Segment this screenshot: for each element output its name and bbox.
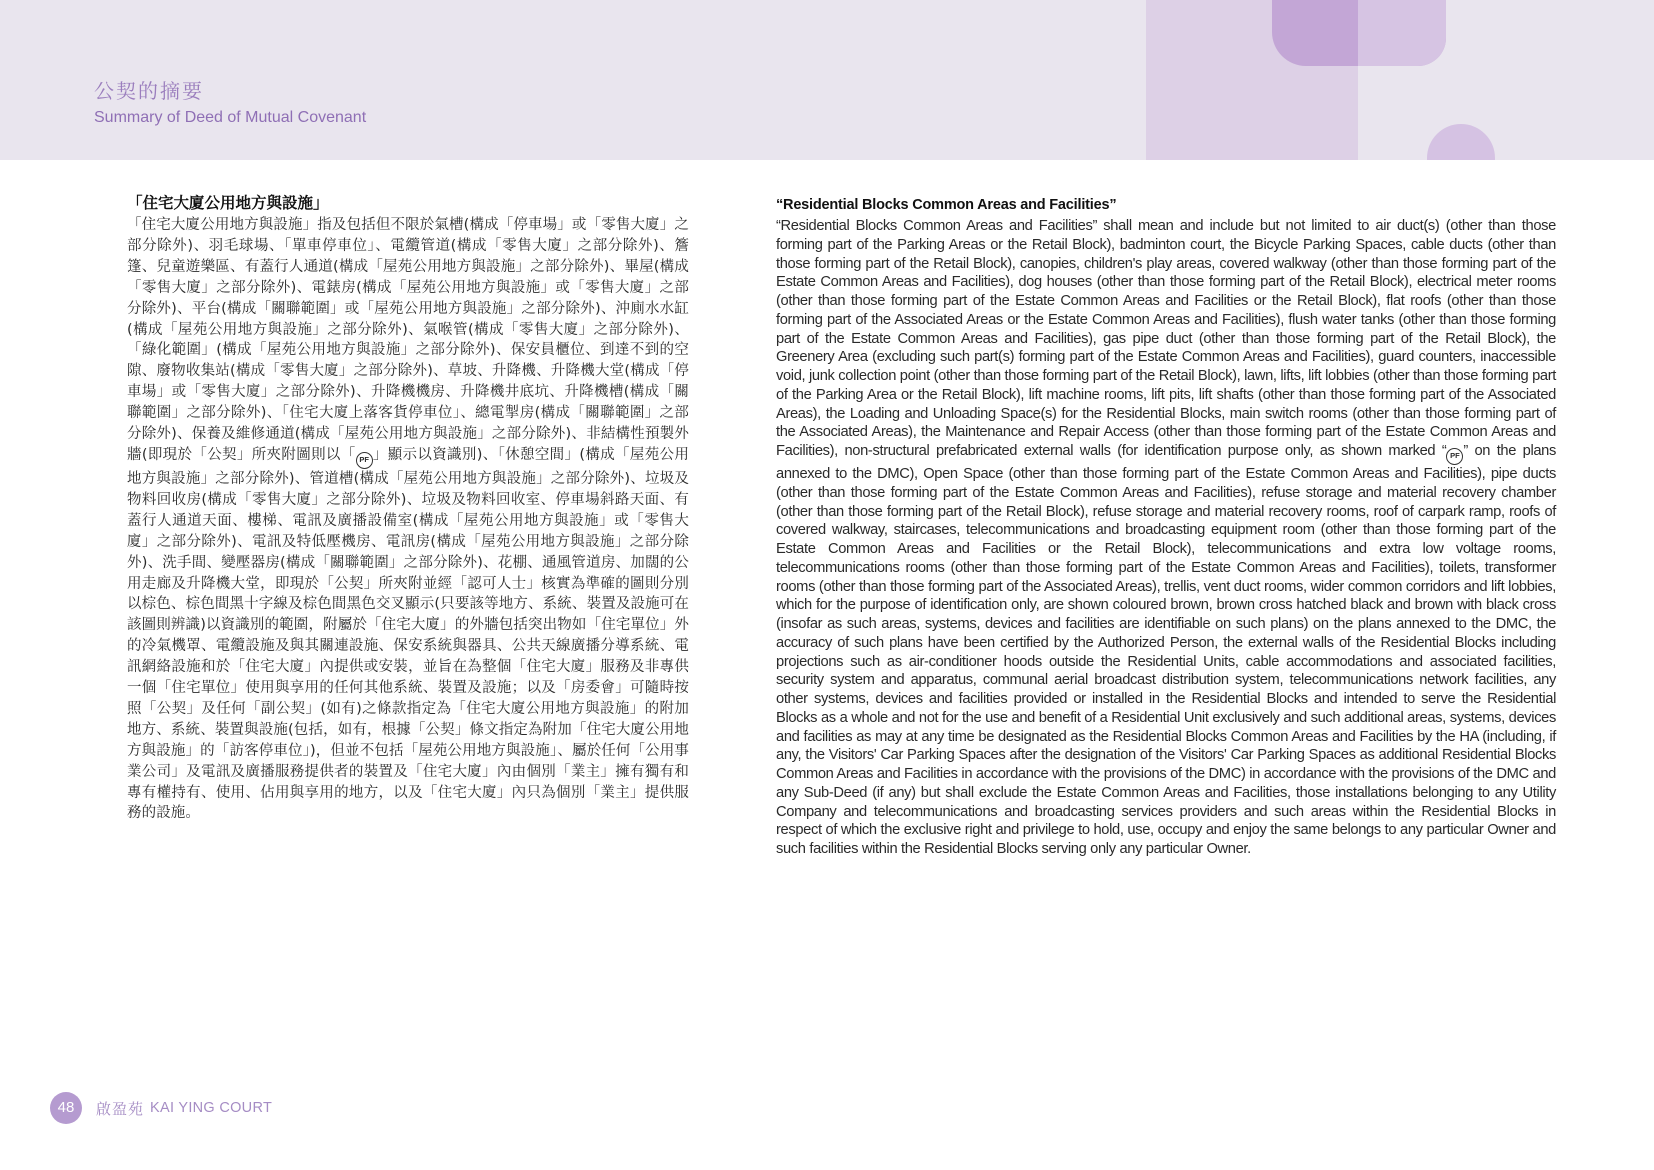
definition-body-en <box>776 217 1556 859</box>
estate-name-en: KAI YING COURT <box>150 1100 273 1116</box>
section-title <box>94 78 366 128</box>
definition-body-en-part-2: ” on the plans annexed to the DMC), Open Space (other than those forming part of the Estate Common Areas and Facilities), pipe ducts (other than those forming part of the Estate Common Areas and Facilities), refuse storage and material recovery chamber (other than those forming part of the Retail Block), refuse storage and material recovery rooms, roof of carpark ramp, roofs of covered walkway, staircases, telecommunications and broadcasting equipment room (other than those forming part of the Estate Common Areas and Facilities or the Retail Block), telecommunications and extra low voltage rooms, telecommunications rooms (other than those forming part of the Estate Common Areas and Facilities), toilets, transformer rooms (other than those forming part of the Associated Areas), trellis, vent duct rooms, wider common corridors and lift lobbies, which for the purpose of identification only, are shown coloured brown, brown cross hatched black and brown with black cross (insofar as such areas, systems, devices and facilities are identifiable on such plans) on the plans annexed to the DMC, the accuracy of such plans have been certified by the Authorized Person, the external walls of the Residential Blocks including projections such as air-conditioner hoods outside the Residential Units, cable accommodations and associated facilities, security system and apparatus, communal aerial broadcast distribution system, telecommunications network facilities, any other systems, devices and facilities provided or installed in the Residential Blocks and intended to serve the Residential Blocks as a whole and not for the use and benefit of a Residential Unit exclusively and such additional areas, systems, devices and facilities as may at any time be designated as the Residential Blocks Common Areas and Facilities by the HA (including, if any, the Visitors' Car Parking Spaces after the designation of the Visitors' Car Parking Spaces as additional Residential Blocks Common Areas and Facilities in accordance with the provisions of the DMC) in accordance with the provisions of the DMC and any Sub-Deed (if any) but shall exclude the Estate Common Areas and Facilities, those installations belonging to any Utility Company and telecommunications and broadcasting services providers and such areas within the Residential Blocks in respect of which the exclusive right and privilege to hold, use, occupy and enjoy the same belongs to any particular Owner and such facilities within the Residential Blocks serving only any particular Owner. <box>776 443 1556 857</box>
definition-body-zh-part-2: 」顯示以資識別)、「休憩空間」(構成「屋苑公用地方與設施」之部分除外)、管道槽(構成「屋苑公用地方與設施」之部分除外)、垃圾及物料回收房(構成「零售大廈」之部分除外)、垃圾及物料回收室、停車場斜路天面、有蓋行人通道天面、樓梯、電訊及廣播設備室(構成「屋苑公用地方與設施」或「零售大廈」之部分除外)、電訊及特低壓機房、電訊房(構成「屋苑公用地方與設施」之部分除外)、洗手間、變壓器房(構成「關聯範圍」之部分除外)、花棚、通風管道房、加闊的公用走廊及升降機大堂，即現於「公契」所夾附並經「認可人士」核實為準確的圖則分別以棕色、棕色間黑十字線及棕色間黑色交叉顯示(只要該等地方、系統、裝置及設施可在該圖則辨識)以資識別的範圍，附屬於「住宅大廈」的外牆包括突出物如「住宅單位」外的冷氣機罩、電纜設施及與其關連設施、保安系統與器具、公共天線廣播分導系統、電訊網絡設施和於「住宅大廈」內提供或安裝，並旨在為整個「住宅大廈」服務及非專供一個「住宅單位」使用與享用的任何其他系統、裝置及設施；以及「房委會」可隨時按照「公契」及任何「副公契」(如有)之條款指定為「住宅大廈公用地方與設施」的附加地方、系統、裝置與設施(包括，如有，根據「公契」條文指定為附加「住宅大廈公用地方與設施」的「訪客停車位」)，但並不包括「屋苑公用地方與設施」、屬於任何「公用事業公司」及電訊及廣播服務提供者的裝置及「住宅大廈」內由個別「業主」擁有獨有和專有權持有、使用、佔用與享用的地方，以及「住宅大廈」內只為個別「業主」提供服務的設施。 <box>127 446 689 822</box>
page-number: 48 <box>50 1092 82 1124</box>
section-title-zh: 公契的摘要 <box>94 79 204 103</box>
section-title-en: Summary of Deed of Mutual Covenant <box>94 109 367 126</box>
header-band <box>0 0 1654 160</box>
definition-body-zh-part-1: 「住宅大廈公用地方與設施」指及包括但不限於氣槽(構成「停車場」或「零售大廈」之部分除外)、羽毛球場、「單車停車位」、電纜管道(構成「零售大廈」之部分除外)、簷篷、兒童遊樂區、有蓋行人通道(構成「屋苑公用地方與設施」之部分除外)、畢屋(構成「零售大廈」之部分除外)、電錶房(構成「屋苑公用地方與設施」或「零售大廈」之部分除外)、平台(構成「關聯範圍」或「屋苑公用地方與設施」之部分除外)、沖廁水水缸(構成「屋苑公用地方與設施」之部分除外)、氣喉管(構成「零售大廈」之部分除外)、「綠化範圍」(構成「屋苑公用地方與設施」之部分除外)、保安員櫃位、到達不到的空隙、廢物收集站(構成「零售大廈」之部分除外)、草坡、升降機、升降機大堂(構成「停車場」或「零售大廈」之部分除外)、升降機機房、升降機井底坑、升降機槽(構成「關聯範圍」之部分除外)、「住宅大廈上落客貨停車位」、總電掣房(構成「關聯範圍」之部分除外)、保養及維修通道(構成「屋苑公用地方與設施」之部分除外)、非結構性預製外牆(即現於「公契」所夾附圖則以「 <box>127 217 689 463</box>
pf-mark-icon: PF <box>356 452 373 469</box>
pf-mark-icon: PF <box>1446 448 1463 465</box>
page-footer <box>50 1092 272 1124</box>
decorative-rounded-shape-light <box>1358 0 1446 66</box>
definition-zh <box>127 193 689 824</box>
decorative-circle <box>1427 124 1495 160</box>
definition-body-en-part-1: “Residential Blocks Common Areas and Facilities” shall mean and include but not limited to air duct(s) (other than those forming part of the Parking Areas or the Retail Block), badminton court, the Bicycle Parking Spaces, cable ducts (other than those forming part of the Retail Block), canopies, children's play areas, covered walkway (other than those forming part of the Estate Common Areas and Facilities), dog houses (other than those forming part of the Retail Block), electrical meter rooms (other than those forming part of the Estate Common Areas and Facilities or the Retail Block), flat roofs (other than those forming part of the Associated Areas or the Estate Common Areas and Facilities), flush water tanks (other than those forming part of the Estate Common Areas and Facilities), gas pipe duct (other than those forming part of the Retail Block), the Greenery Area (excluding such part(s) forming part of the Estate Common Areas and Facilities), guard counters, inaccessible void, junk collection point (other than those forming part of the Retail Block), lawn, lifts, lift lobbies (other than those forming part of the Parking Area or the Retail Block), lift machine rooms, lift pits, lift shafts (other than those forming part of the Associated Areas), the Loading and Unloading Space(s) for the Residential Blocks, main switch rooms (other than those forming part of the Associated Areas), the Maintenance and Repair Access (other than those forming part of the Estate Common Areas and Facilities), non-structural prefabricated external walls (for identification purpose only, as shown marked “ <box>776 218 1556 459</box>
definition-en <box>776 197 1556 859</box>
estate-name-zh: 啟盈苑 <box>96 1099 145 1118</box>
definition-heading-zh: 「住宅大廈公用地方與設施」 <box>127 194 329 212</box>
definition-body-zh <box>127 215 689 824</box>
definition-heading-en: “Residential Blocks Common Areas and Facilities” <box>776 197 1117 213</box>
